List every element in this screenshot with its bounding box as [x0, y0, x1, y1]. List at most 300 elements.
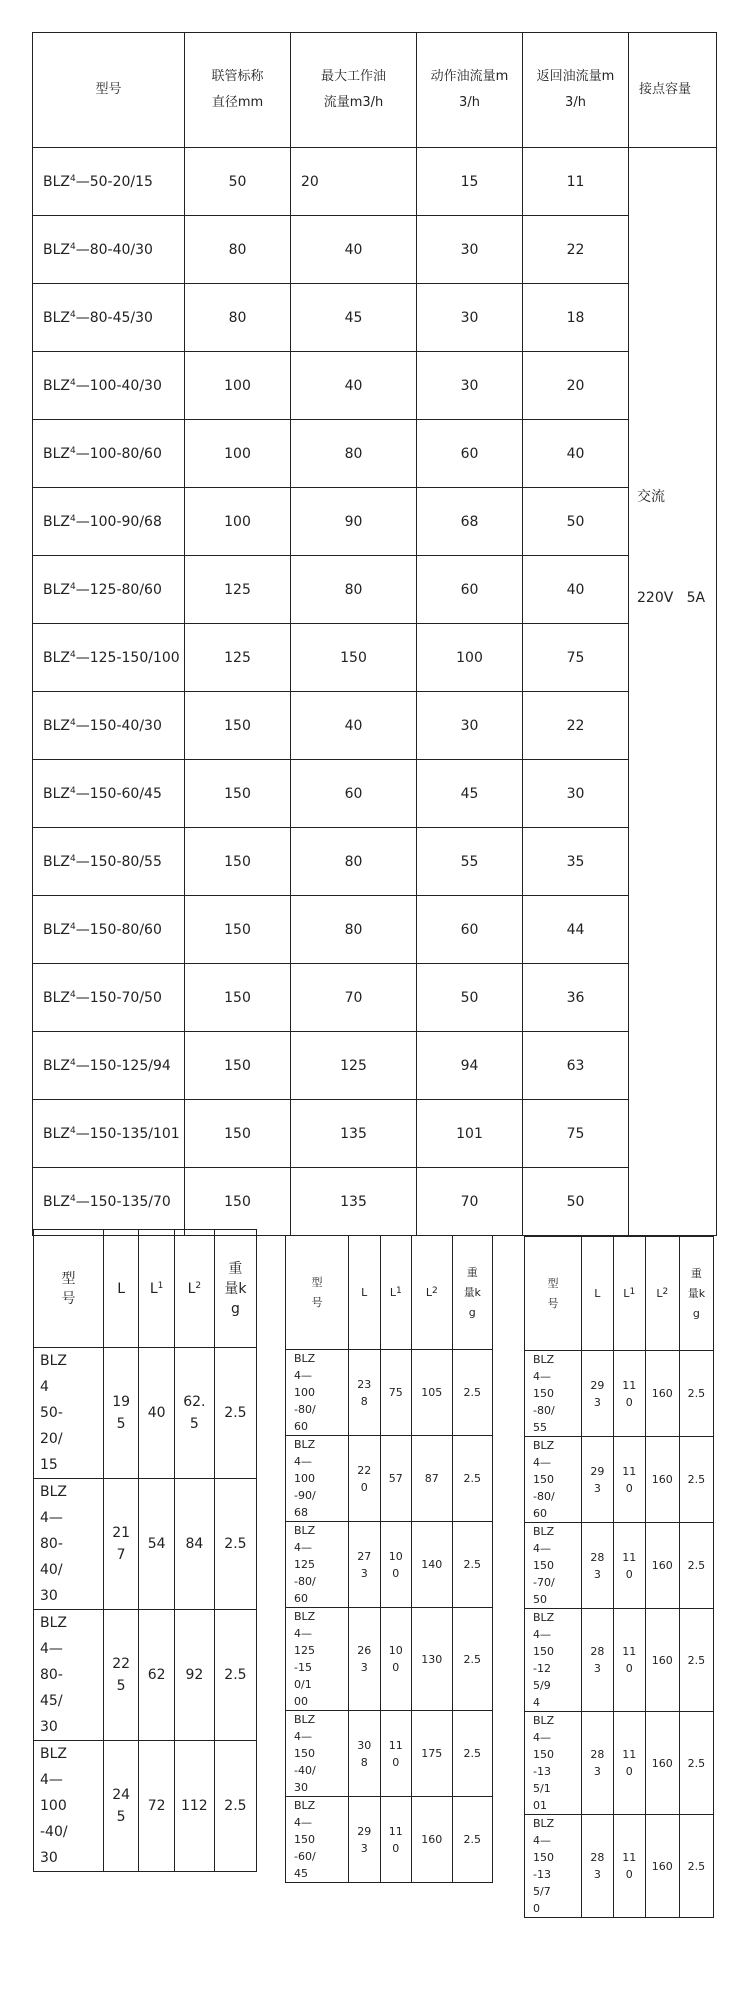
header-l2	[412, 1236, 453, 1350]
diameter-cell: 150	[185, 964, 291, 1032]
action-flow-cell: 68	[417, 488, 523, 556]
dimension-row	[286, 1711, 493, 1797]
dimension-table-2-body	[286, 1236, 493, 1883]
model-cell	[33, 488, 185, 556]
l2-cell	[174, 1610, 214, 1741]
l-cell	[349, 1522, 381, 1608]
model-fragment: 30	[40, 1588, 58, 1604]
model-superscript: 4	[70, 649, 76, 660]
model-superscript: 4	[70, 309, 76, 320]
l1-cell	[139, 1479, 175, 1610]
l2-fragment: 160	[651, 1387, 673, 1400]
dimension-table-3	[524, 1236, 714, 1918]
model-fragment: -90/	[294, 1489, 316, 1502]
model-prefix: BLZ	[43, 581, 70, 598]
l-fragment: 5	[116, 1416, 126, 1432]
l1-fragment: 72	[147, 1798, 166, 1814]
model-cell	[33, 828, 185, 896]
dimension-row	[34, 1610, 257, 1741]
l-cell	[103, 1479, 139, 1610]
diameter-cell: 150	[185, 760, 291, 828]
model-fragment: 15	[40, 1457, 58, 1473]
l-cell	[581, 1609, 613, 1712]
l-fragment: 5	[116, 1678, 126, 1694]
model-fragment: 01	[533, 1799, 547, 1812]
l1-cell	[380, 1350, 412, 1436]
model-prefix: BLZ	[43, 309, 70, 326]
diameter-cell: 100	[185, 352, 291, 420]
header-l1	[139, 1230, 175, 1348]
max-flow-cell: 135	[291, 1100, 417, 1168]
table-row	[33, 828, 717, 896]
diameter-cell: 50	[185, 148, 291, 216]
model-cell	[286, 1522, 349, 1608]
diameter-cell: 150	[185, 1168, 291, 1236]
header-l1	[380, 1236, 412, 1350]
model-cell	[33, 1168, 185, 1236]
header-model-char-1: 型	[547, 1276, 559, 1290]
model-suffix: —150-80/55	[75, 853, 162, 870]
l-fragment: 0	[360, 1480, 368, 1494]
model-suffix: —150-135/70	[75, 1193, 171, 1210]
model-fragment: BLZ	[40, 1746, 67, 1762]
l-fragment: 5	[116, 1809, 126, 1825]
model-fragment: -13	[533, 1868, 551, 1881]
dimension-row	[286, 1522, 493, 1608]
l2-cell	[645, 1523, 679, 1609]
return-flow-cell: 75	[523, 1100, 629, 1168]
model-superscript: 4	[70, 853, 76, 864]
contact-line-2: 220V 5A	[637, 590, 706, 606]
dimension-table-1-body	[34, 1230, 257, 1872]
l-fragment: 21	[112, 1525, 131, 1541]
dimension-row	[286, 1797, 493, 1883]
model-cell	[33, 1032, 185, 1100]
model-superscript: 4	[70, 785, 76, 796]
header-l1-sup: 1	[629, 1287, 636, 1297]
model-suffix: —125-80/60	[75, 581, 162, 598]
dimension-table-3-body	[525, 1237, 714, 1918]
weight-cell: 2.5	[214, 1479, 256, 1610]
model-fragment: 100	[40, 1798, 67, 1814]
model-fragment: 4	[40, 1379, 49, 1395]
model-fragment: -80/	[294, 1403, 316, 1416]
return-flow-cell: 63	[523, 1032, 629, 1100]
l-fragment: 8	[360, 1755, 368, 1769]
model-fragment: -80/	[294, 1575, 316, 1588]
l2-cell	[645, 1437, 679, 1523]
header-weight-line: 量k	[224, 1280, 247, 1297]
model-superscript: 4	[70, 717, 76, 728]
header-weight-line: 重	[228, 1260, 243, 1277]
l1-fragment: 11	[622, 1645, 637, 1658]
l2-cell	[174, 1479, 214, 1610]
l1-fragment: 0	[625, 1765, 633, 1778]
table-row	[33, 760, 717, 828]
l2-fragment: 175	[421, 1747, 443, 1760]
action-flow-cell: 30	[417, 216, 523, 284]
model-fragment: 4	[533, 1696, 540, 1709]
model-fragment: 4—	[294, 1455, 312, 1468]
model-fragment: 45/	[40, 1693, 63, 1709]
header-l2-base: L	[656, 1287, 663, 1300]
header-l1-base: L	[623, 1287, 630, 1300]
model-fragment: -13	[533, 1765, 551, 1778]
l2-cell	[412, 1522, 453, 1608]
model-suffix: —100-40/30	[75, 377, 162, 394]
l-cell	[581, 1351, 613, 1437]
l1-fragment: 0	[392, 1755, 400, 1769]
l1-fragment: 0	[392, 1841, 400, 1855]
l1-fragment: 57	[388, 1472, 403, 1485]
model-fragment: 30	[40, 1719, 58, 1735]
header-max-flow-line1: 最大工作油	[320, 69, 386, 84]
l2-fragment: 105	[421, 1386, 443, 1399]
header-l2	[645, 1237, 679, 1351]
l1-fragment: 40	[147, 1405, 166, 1421]
header-l2-sup: 2	[662, 1287, 669, 1297]
model-cell	[525, 1351, 582, 1437]
model-superscript: 4	[70, 241, 76, 252]
diameter-cell: 80	[185, 284, 291, 352]
l-cell	[581, 1523, 613, 1609]
model-fragment: 4—	[533, 1456, 551, 1469]
return-flow-cell: 22	[523, 692, 629, 760]
max-flow-cell: 60	[291, 760, 417, 828]
header-return-flow-line2: 3/h	[565, 95, 586, 110]
header-model	[286, 1236, 349, 1350]
model-fragment: 5/1	[533, 1782, 551, 1795]
model-fragment: 0/1	[294, 1678, 312, 1691]
l1-fragment: 10	[388, 1644, 403, 1657]
model-fragment: -60/	[294, 1850, 316, 1863]
header-weight-line: g	[468, 1305, 476, 1319]
l2-fragment: 5	[189, 1416, 199, 1432]
model-suffix: —150-125/94	[75, 1057, 171, 1074]
model-superscript: 4	[70, 1057, 76, 1068]
l-fragment: 27	[357, 1549, 372, 1563]
model-fragment: 4—	[40, 1510, 63, 1526]
model-cell	[525, 1815, 582, 1918]
l-fragment: 8	[360, 1394, 368, 1408]
l1-fragment: 0	[392, 1566, 400, 1580]
header-model	[34, 1230, 104, 1348]
model-cell	[33, 352, 185, 420]
max-flow-cell: 20	[291, 148, 417, 216]
l2-cell	[412, 1436, 453, 1522]
model-fragment: 4—	[533, 1731, 551, 1744]
header-weight	[452, 1236, 493, 1350]
model-fragment: 40/	[40, 1562, 63, 1578]
header-model-char-1: 型	[311, 1275, 323, 1289]
l1-cell	[613, 1523, 645, 1609]
model-prefix: BLZ	[43, 1193, 70, 1210]
table-row	[33, 352, 717, 420]
max-flow-cell: 150	[291, 624, 417, 692]
model-fragment: BLZ	[294, 1352, 316, 1365]
l-fragment: 3	[593, 1395, 601, 1409]
model-cell	[33, 216, 185, 284]
header-weight-line: g	[692, 1306, 700, 1320]
l-fragment: 29	[590, 1378, 605, 1392]
model-prefix: BLZ	[43, 513, 70, 530]
l1-cell	[613, 1609, 645, 1712]
l-fragment: 30	[357, 1738, 372, 1752]
action-flow-cell: 100	[417, 624, 523, 692]
l-cell	[103, 1610, 139, 1741]
l1-cell	[139, 1610, 175, 1741]
l1-fragment: 0	[392, 1661, 400, 1674]
header-return-flow	[523, 33, 629, 148]
l2-cell	[174, 1741, 214, 1872]
l1-fragment: 11	[622, 1550, 637, 1564]
model-fragment: 0	[533, 1902, 540, 1915]
l1-cell	[380, 1522, 412, 1608]
l-cell	[581, 1712, 613, 1815]
model-suffix: —50-20/15	[75, 173, 153, 190]
table-row	[33, 1168, 717, 1236]
model-superscript: 4	[70, 445, 76, 456]
l-fragment: 23	[357, 1377, 372, 1391]
l-fragment: 3	[360, 1661, 368, 1674]
model-fragment: BLZ	[533, 1353, 555, 1366]
model-superscript: 4	[70, 989, 76, 1000]
header-weight	[679, 1237, 713, 1351]
l1-cell	[380, 1797, 412, 1883]
l-fragment: 22	[357, 1463, 372, 1477]
l1-cell	[613, 1712, 645, 1815]
model-fragment: 4—	[294, 1541, 312, 1554]
l1-fragment: 11	[622, 1748, 637, 1761]
max-flow-cell: 80	[291, 896, 417, 964]
model-fragment: -70/	[533, 1576, 555, 1589]
model-cell	[33, 692, 185, 760]
l2-fragment: 130	[421, 1652, 443, 1666]
model-fragment: 125	[294, 1644, 315, 1657]
dimension-row	[286, 1350, 493, 1436]
model-suffix: —80-40/30	[75, 241, 153, 258]
l-fragment: 7	[116, 1547, 126, 1563]
model-cell	[33, 760, 185, 828]
l-fragment: 3	[593, 1765, 601, 1778]
model-cell	[286, 1350, 349, 1436]
spec-table	[32, 32, 717, 1236]
l2-cell	[174, 1348, 214, 1479]
model-fragment: BLZ	[40, 1615, 67, 1631]
l-fragment: 22	[112, 1656, 131, 1672]
model-fragment: 150	[533, 1559, 554, 1572]
return-flow-cell: 44	[523, 896, 629, 964]
header-l2-sup: 2	[431, 1286, 438, 1296]
dimension-row	[34, 1479, 257, 1610]
model-cell	[525, 1712, 582, 1815]
l-cell	[349, 1608, 381, 1711]
max-flow-cell: 40	[291, 216, 417, 284]
model-fragment: BLZ	[533, 1439, 555, 1452]
l2-fragment: 160	[651, 1559, 673, 1572]
model-fragment: 150	[533, 1748, 554, 1761]
dimension-row	[525, 1523, 714, 1609]
l-cell	[349, 1350, 381, 1436]
model-fragment: 150	[294, 1747, 315, 1760]
header-weight-line: 重	[466, 1265, 478, 1279]
l1-cell	[380, 1711, 412, 1797]
l2-fragment: 160	[651, 1473, 673, 1486]
max-flow-cell: 125	[291, 1032, 417, 1100]
model-prefix: BLZ	[43, 241, 70, 258]
model-fragment: 4—	[40, 1772, 63, 1788]
model-cell	[33, 624, 185, 692]
model-fragment: BLZ	[533, 1525, 555, 1538]
l-fragment: 3	[360, 1566, 368, 1580]
l2-fragment: 160	[421, 1833, 443, 1846]
model-fragment: 5/7	[533, 1885, 551, 1898]
header-model-char-2: 号	[547, 1296, 559, 1310]
l-fragment: 3	[593, 1868, 601, 1881]
model-fragment: 80-	[40, 1667, 63, 1683]
l-fragment: 28	[590, 1550, 605, 1564]
action-flow-cell: 30	[417, 692, 523, 760]
max-flow-cell: 135	[291, 1168, 417, 1236]
header-action-flow-line1: 动作油流量m	[430, 69, 509, 84]
dimension-row	[525, 1437, 714, 1523]
header-model	[33, 33, 185, 148]
l2-fragment: 62.	[183, 1394, 206, 1410]
model-superscript: 4	[70, 377, 76, 388]
model-cell	[525, 1523, 582, 1609]
diameter-cell: 150	[185, 1100, 291, 1168]
dimension-header-row	[525, 1237, 714, 1351]
action-flow-cell: 94	[417, 1032, 523, 1100]
model-fragment: BLZ	[533, 1714, 555, 1727]
model-fragment: 80-	[40, 1536, 63, 1552]
l1-fragment: 0	[625, 1567, 633, 1581]
l-cell	[103, 1348, 139, 1479]
model-prefix: BLZ	[43, 921, 70, 938]
diameter-cell: 125	[185, 624, 291, 692]
action-flow-cell: 60	[417, 556, 523, 624]
return-flow-cell: 30	[523, 760, 629, 828]
header-l: L	[349, 1236, 381, 1350]
model-fragment: 150	[533, 1387, 554, 1400]
model-fragment: 4—	[294, 1730, 312, 1743]
table-row	[33, 964, 717, 1032]
weight-cell: 2.5	[452, 1608, 493, 1711]
header-action-flow-line2: 3/h	[459, 95, 480, 110]
model-fragment: 60	[533, 1507, 547, 1520]
l2-fragment: 160	[651, 1653, 673, 1667]
model-superscript: 4	[70, 921, 76, 932]
return-flow-cell: 50	[523, 488, 629, 556]
l1-cell	[139, 1348, 175, 1479]
model-prefix: BLZ	[43, 989, 70, 1006]
model-prefix: BLZ	[43, 717, 70, 734]
contact-line-1: 交流	[637, 489, 665, 505]
weight-cell: 2.5	[452, 1350, 493, 1436]
model-fragment: BLZ	[533, 1611, 555, 1624]
model-fragment: 4—	[294, 1816, 312, 1829]
l1-fragment: 62	[147, 1667, 166, 1683]
model-cell	[286, 1711, 349, 1797]
model-fragment: BLZ	[294, 1610, 316, 1623]
max-flow-cell: 80	[291, 828, 417, 896]
model-fragment: 4—	[294, 1627, 312, 1640]
model-cell	[33, 1100, 185, 1168]
model-fragment: 00	[294, 1695, 308, 1708]
l1-fragment: 11	[622, 1464, 637, 1478]
return-flow-cell: 75	[523, 624, 629, 692]
model-cell	[525, 1437, 582, 1523]
model-superscript: 4	[70, 513, 76, 524]
model-suffix: —100-80/60	[75, 445, 162, 462]
l-cell	[581, 1815, 613, 1918]
l1-cell	[380, 1436, 412, 1522]
table-row	[33, 148, 717, 216]
model-prefix: BLZ	[43, 1057, 70, 1074]
weight-cell: 2.5	[679, 1437, 713, 1523]
model-fragment: BLZ	[533, 1817, 555, 1830]
table-row	[33, 216, 717, 284]
return-flow-cell: 40	[523, 420, 629, 488]
dimension-row	[34, 1348, 257, 1479]
return-flow-cell: 50	[523, 1168, 629, 1236]
model-fragment: -80/	[533, 1404, 555, 1417]
l-fragment: 3	[593, 1567, 601, 1581]
l-fragment: 28	[590, 1748, 605, 1761]
l2-fragment: 160	[651, 1859, 673, 1873]
model-cell	[34, 1741, 104, 1872]
model-suffix: —150-80/60	[75, 921, 162, 938]
action-flow-cell: 50	[417, 964, 523, 1032]
model-fragment: 4—	[533, 1834, 551, 1847]
model-fragment: 60	[294, 1592, 308, 1605]
l-fragment: 3	[593, 1662, 601, 1675]
max-flow-cell: 40	[291, 692, 417, 760]
action-flow-cell: 60	[417, 420, 523, 488]
l-fragment: 3	[593, 1481, 601, 1495]
header-model	[525, 1237, 582, 1351]
model-superscript: 4	[70, 173, 76, 184]
weight-cell: 2.5	[214, 1610, 256, 1741]
l2-cell	[645, 1815, 679, 1918]
table-row	[33, 1032, 717, 1100]
model-superscript: 4	[70, 1193, 76, 1204]
diameter-cell: 150	[185, 896, 291, 964]
model-fragment: -15	[294, 1661, 312, 1674]
model-fragment: -40/	[40, 1824, 68, 1840]
header-l1-base: L	[149, 1280, 158, 1297]
l2-fragment: 112	[180, 1798, 208, 1814]
weight-cell: 2.5	[214, 1348, 256, 1479]
header-l2-base: L	[187, 1280, 196, 1297]
diameter-cell: 100	[185, 488, 291, 556]
header-l1	[613, 1237, 645, 1351]
model-fragment: BLZ	[40, 1353, 67, 1369]
l1-fragment: 11	[388, 1824, 403, 1838]
header-weight-line: 量k	[463, 1285, 481, 1299]
l2-fragment: 84	[185, 1536, 204, 1552]
model-cell	[33, 284, 185, 352]
header-action-flow	[417, 33, 523, 148]
return-flow-cell: 20	[523, 352, 629, 420]
weight-cell: 2.5	[452, 1522, 493, 1608]
l1-fragment: 0	[625, 1868, 633, 1881]
l1-fragment: 0	[625, 1395, 633, 1409]
model-prefix: BLZ	[43, 173, 70, 190]
dimension-table-2	[285, 1235, 493, 1883]
weight-cell: 2.5	[452, 1436, 493, 1522]
model-suffix: —100-90/68	[75, 513, 162, 530]
